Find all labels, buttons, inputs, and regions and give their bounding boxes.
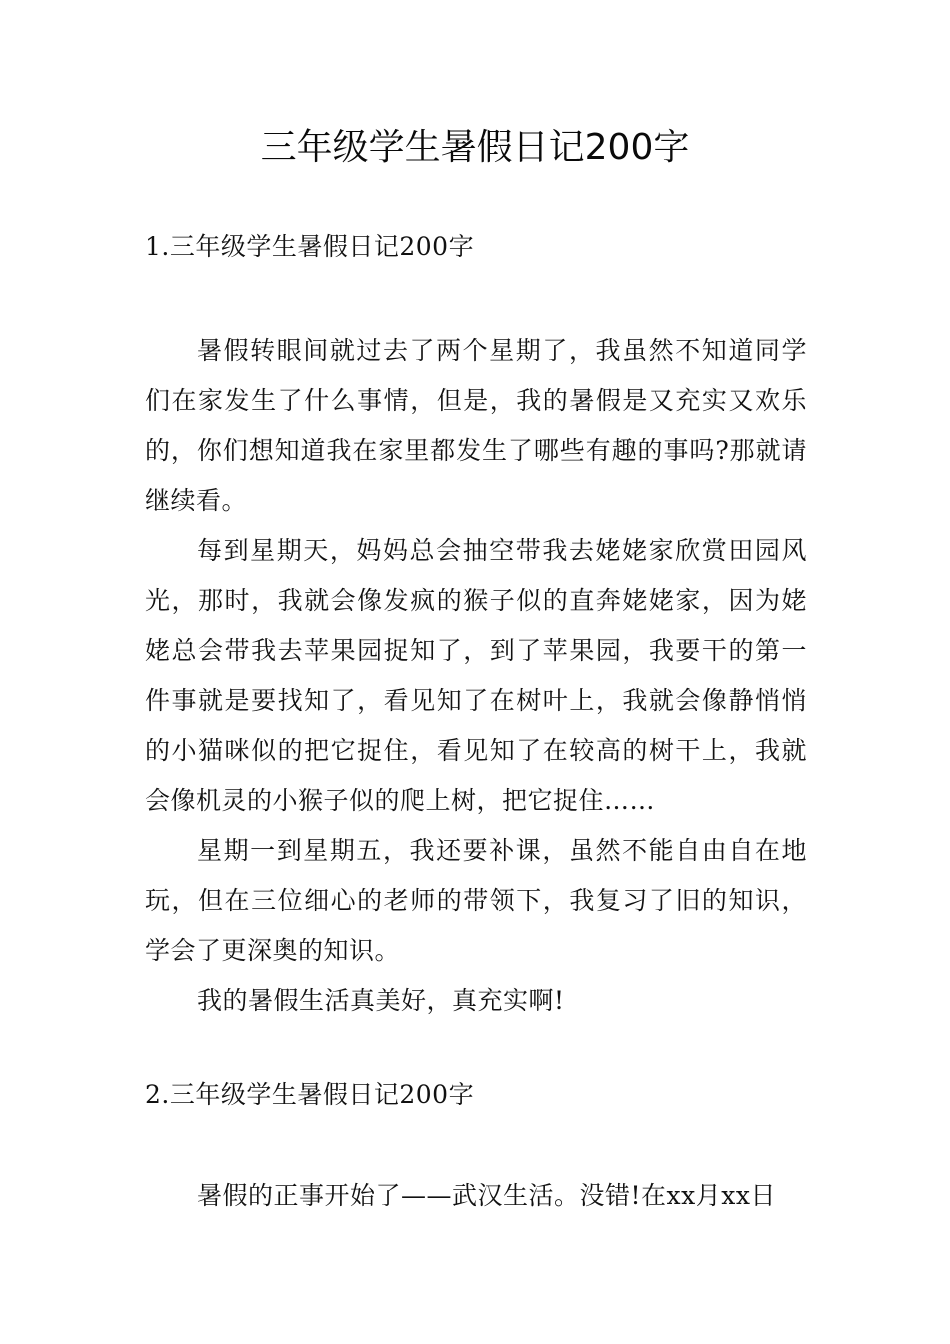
section-1-heading: 1.三年级学生暑假日记200字 <box>145 232 475 261</box>
paragraph: 暑假的正事开始了——武汉生活。没错!在xx月xx日 <box>197 1181 776 1210</box>
section-2-heading: 2.三年级学生暑假日记200字 <box>145 1080 475 1109</box>
paragraph: 暑假转眼间就过去了两个星期了，我虽然不知道同学们在家发生了什么事情，但是，我的暑假是又充实又欢乐的，你们想知道我在家里都发生了哪些有趣的事吗?那就请继续看。 <box>145 336 807 515</box>
paragraph: 每到星期天，妈妈总会抽空带我去姥姥家欣赏田园风光，那时，我就会像发疯的猴子似的直奔姥姥家，因为姥姥总会带我去苹果园捉知了，到了苹果园，我要干的第一件事就是要找知了，看见知了在树叶上，我就会像静悄悄的小猫咪似的把它捉住，看见知了在较高的树干上，我就会像机灵的小猴子似的爬上树，把它捉住…… <box>145 536 807 815</box>
paragraph: 星期一到星期五，我还要补课，虽然不能自由自在地玩，但在三位细心的老师的带领下，我复习了旧的知识，学会了更深奥的知识。 <box>145 836 807 965</box>
paragraph: 我的暑假生活真美好，真充实啊! <box>197 986 565 1015</box>
document-title: 三年级学生暑假日记200字 <box>260 127 690 168</box>
section-2-body <box>145 1171 807 1221</box>
section-1-body <box>145 326 807 1026</box>
